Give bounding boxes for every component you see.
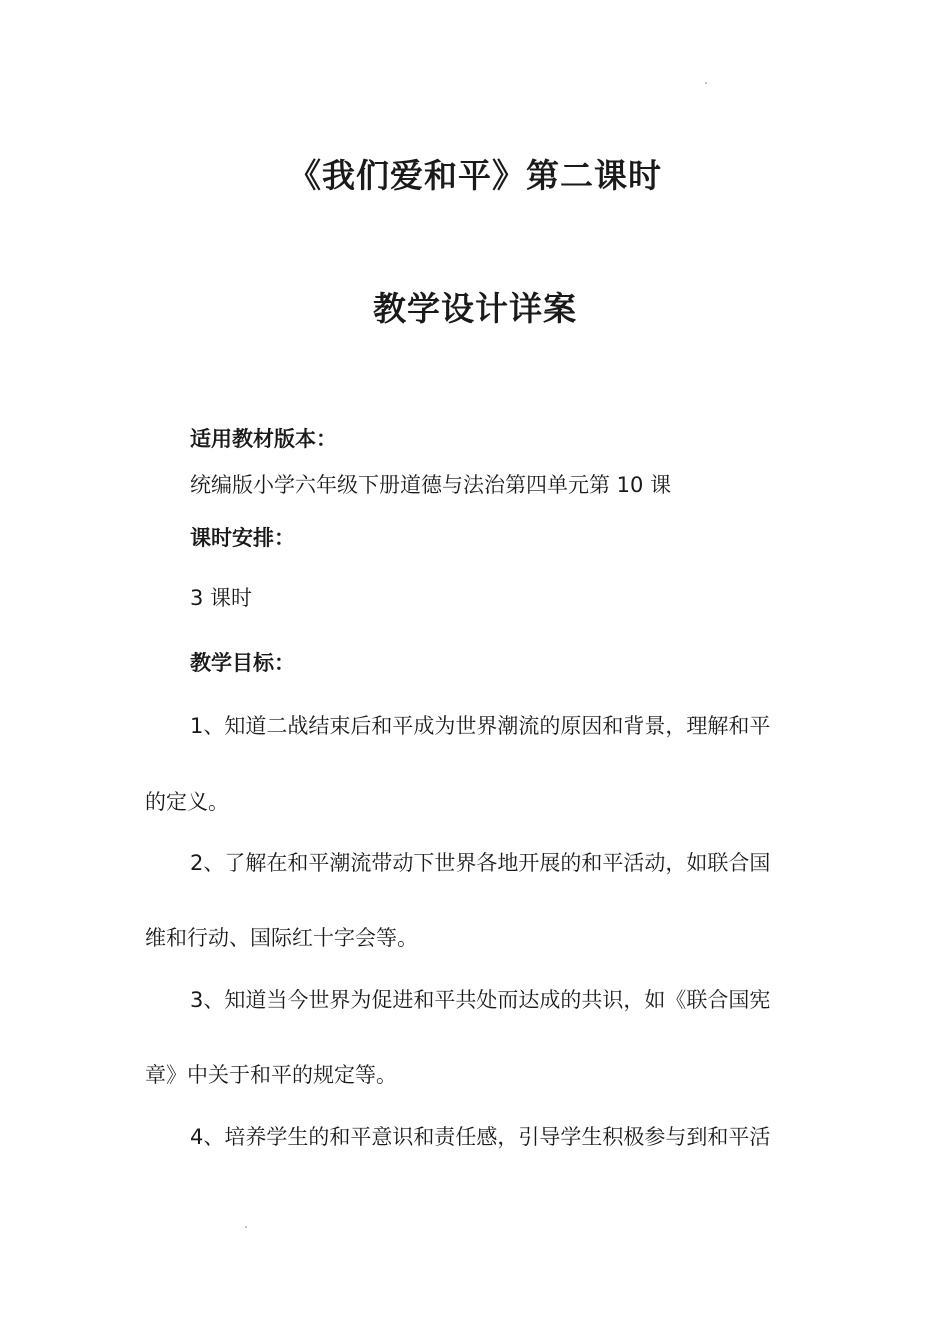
goals-heading: 教学目标： [190,651,295,675]
goal-1-line-1: 1、知道二战结束后和平成为世界潮流的原因和背景，理解和平 [190,714,771,738]
textbook-heading: 适用教材版本： [190,427,337,451]
goal-4-line-1: 4、培养学生的和平意识和责任感，引导学生积极参与到和平活 [190,1125,771,1149]
goal-3-line-2: 章》中关于和平的规定等。 [145,1063,397,1087]
document-subtitle: 教学设计详案 [373,289,577,328]
goal-2-line-1: 2、了解在和平潮流带动下世界各地开展的和平活动，如联合国 [190,851,771,875]
schedule-heading: 课时安排： [190,526,295,550]
schedule-value: 3 课时 [190,586,253,610]
page-mark-bottom [245,1226,247,1228]
goal-2-line-2: 维和行动、国际红十字会等。 [145,926,418,950]
page-mark-top [705,82,707,84]
goal-1-line-2: 的定义。 [145,790,229,814]
document-title: 《我们爱和平》第二课时 [288,156,662,195]
goal-3-line-1: 3、知道当今世界为促进和平共处而达成的共识，如《联合国宪 [190,988,771,1012]
textbook-value: 统编版小学六年级下册道德与法治第四单元第 10 课 [190,473,672,497]
